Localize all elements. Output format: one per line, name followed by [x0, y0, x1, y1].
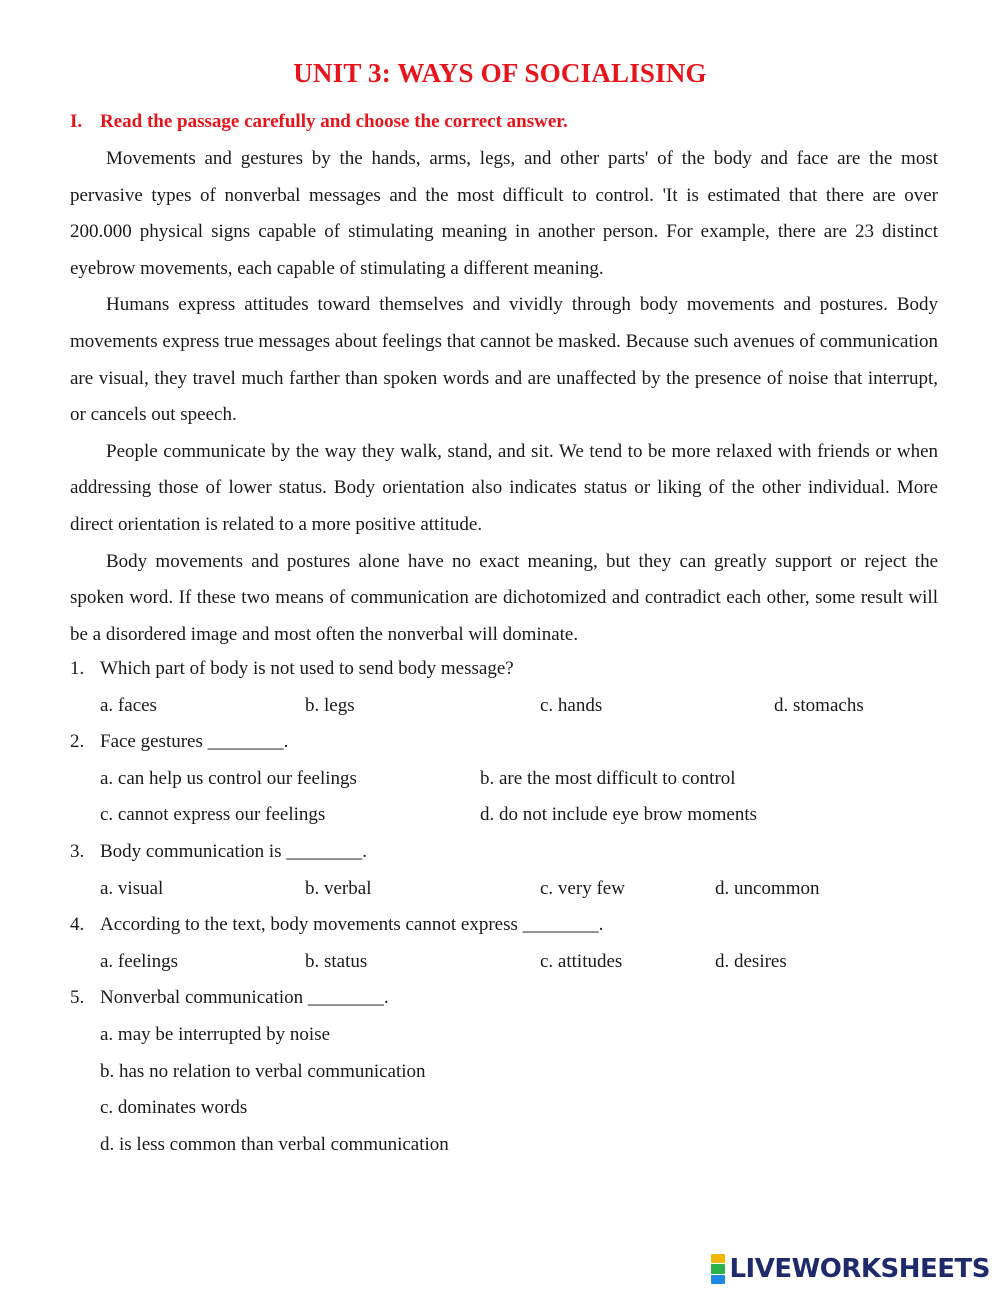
- option-a[interactable]: a. faces: [100, 694, 157, 716]
- option-d[interactable]: d. do not include eye brow moments: [480, 804, 758, 826]
- question-1-options: [70, 688, 938, 725]
- option-b[interactable]: b. has no relation to verbal communication: [100, 1060, 426, 1082]
- question-1: [70, 651, 938, 688]
- question-5-option-a-row: [70, 1017, 938, 1054]
- logo-text: LIVEWORKSHEETS: [729, 1254, 990, 1284]
- option-a[interactable]: a. can help us control our feelings: [100, 767, 357, 789]
- option-a[interactable]: a. feelings: [100, 950, 179, 972]
- option-c[interactable]: c. cannot express our feelings: [100, 804, 326, 826]
- passage-paragraph-3: People communicate by the way they walk, stand, and sit. We tend to be more relaxed with friends or when addressing those of lower status. Body orientation also indicates status or liking of the other individual. More direct orientation is related to a more positive attitude.: [70, 440, 938, 535]
- option-c[interactable]: c. very few: [540, 877, 625, 899]
- question-2-options-row-2: [70, 797, 938, 834]
- section-number: I.: [70, 111, 83, 132]
- option-b[interactable]: b. status: [305, 950, 368, 972]
- liveworksheets-logo: [711, 1251, 990, 1287]
- passage-paragraph-4: Body movements and postures alone have no exact meaning, but they can greatly support or reject the spoken word. If these two means of communication are dichotomized and contradict each other, some result will be a disordered image and most often the nonverbal will dominate.: [70, 550, 938, 645]
- question-3: [70, 834, 938, 871]
- question-text: Which part of body is not used to send body message?: [100, 658, 514, 679]
- logo-blocks-icon: [711, 1254, 725, 1284]
- section-instruction: Read the passage carefully and choose the correct answer.: [100, 111, 568, 132]
- question-2-options-row-1: [70, 761, 938, 798]
- option-d[interactable]: d. is less common than verbal communication: [100, 1133, 449, 1155]
- question-5-option-b-row: [70, 1054, 938, 1091]
- question-4-options: [70, 944, 938, 981]
- question-2: [70, 724, 938, 761]
- question-text: According to the text, body movements cannot express ________.: [100, 914, 604, 936]
- question-number: 5.: [70, 987, 85, 1009]
- questions-list: [70, 651, 938, 1163]
- option-b[interactable]: b. verbal: [305, 877, 372, 899]
- question-5-option-c-row: [70, 1090, 938, 1127]
- option-d[interactable]: d. stomachs: [774, 694, 864, 716]
- logo-block-3: [711, 1275, 725, 1284]
- passage-paragraph-1: Movements and gestures by the hands, arms, legs, and other parts' of the body and face are the most pervasive types of nonverbal messages and the most difficult to control. 'It is estimated that there are over 200.000 physical signs capable of stimulating meaning in another person. For example, there are 23 distinct eyebrow movements, each capable of stimulating a different meaning.: [70, 148, 938, 279]
- option-c[interactable]: c. hands: [540, 694, 603, 716]
- page-title: UNIT 3: WAYS OF SOCIALISING: [293, 58, 707, 88]
- option-c[interactable]: c. attitudes: [540, 950, 623, 972]
- reading-passage: [70, 141, 938, 653]
- question-number: 4.: [70, 914, 85, 936]
- question-3-options: [70, 871, 938, 908]
- passage-paragraph-2: Humans express attitudes toward themselves and vividly through body movements and postures. Body movements express true messages about feelings that cannot be masked. Because such avenues of communication are visual, they travel much farther than spoken words and are unaffected by the presence of noise that interrupt, or cancels out speech.: [70, 294, 938, 426]
- option-d[interactable]: d. desires: [715, 950, 787, 972]
- question-5-option-d-row: [70, 1127, 938, 1164]
- question-number: 2.: [70, 731, 85, 753]
- option-d[interactable]: d. uncommon: [715, 877, 820, 899]
- logo-block-2: [711, 1264, 725, 1273]
- question-5: [70, 980, 938, 1017]
- option-a[interactable]: a. visual: [100, 877, 164, 899]
- option-a[interactable]: a. may be interrupted by noise: [100, 1023, 331, 1045]
- question-text: Nonverbal communication ________.: [100, 987, 389, 1009]
- question-text: Body communication is ________.: [100, 840, 368, 862]
- option-b[interactable]: b. are the most difficult to control: [480, 767, 736, 789]
- question-text: Face gestures ________.: [100, 731, 289, 753]
- question-number: 3.: [70, 840, 85, 862]
- question-number: 1.: [70, 658, 85, 679]
- question-4: [70, 907, 938, 944]
- section-heading: [70, 111, 568, 133]
- option-c[interactable]: c. dominates words: [100, 1097, 248, 1119]
- option-b[interactable]: b. legs: [305, 694, 355, 716]
- logo-block-1: [711, 1254, 725, 1263]
